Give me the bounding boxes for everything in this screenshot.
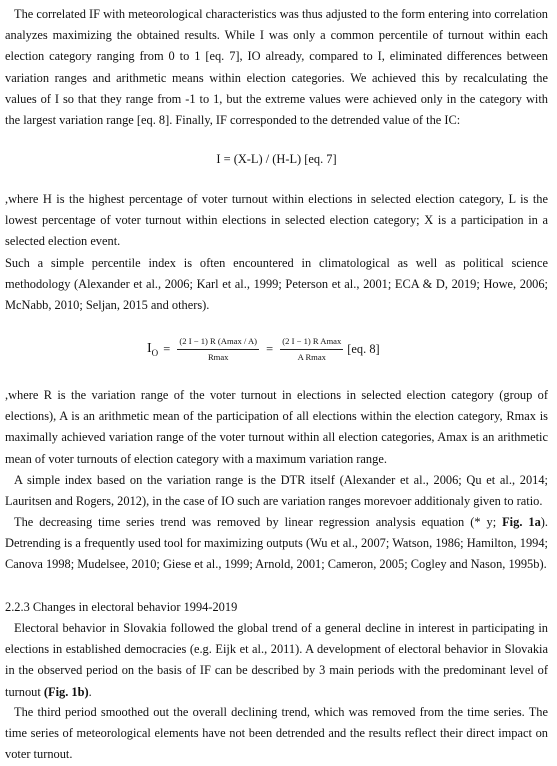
paragraph-text: The third period smoothed out the overall declining trend, which was removed from the time series. The time series of meteorological elements have not been detrended and the results reflect their direct impact on voter turnout. [5,705,548,762]
equation-tag: [eq. 8] [347,342,380,356]
paragraph-text: Such a simple percentile index is often encountered in climatological as well as political science methodology (Alexander et al., 2006; Karl et al., 1999; Peterson et al., 2001; ECA & D, 2019; Howe, 2006; McNabb, 2010; Seljan, 2015 and others). [5,256,548,313]
equation-fraction-2: $\frac{\text{(2 I − 1) R Amax}}{\text{A Rmax}}$ [282,336,342,362]
figure-reference: (Fig. 1b) [43,684,89,699]
section-heading [5,597,548,618]
equation-lhs: $I_O$ [147,341,159,358]
paragraph-text: A simple index based on the variation range is the DTR itself (Alexander et al., 2006; Qu et al., 2014; Lauritsen and Rogers, 2012), in the case of IO such are variation ranges morevoer additionaly given to ratio. [5,473,548,509]
paragraph-detrending [5,512,548,576]
paragraph-eq8-definitions [5,385,548,470]
equation-7: I = (X-L) / (H-L) [eq. 7] [216,152,337,166]
paragraph-third-period [5,702,548,766]
paragraph-dtr-index [5,470,548,512]
equation-8: $I_O$ = $\frac{(2 I - 1) R (Amax / A)}{Rmax}$ = $\frac{\text{(2 I − 1) R Amax}}{\text{A Rmax}}$ [eq. 8] [147,336,380,362]
paragraph-text: Electoral behavior in Slovakia followed the global trend of a general decline in interest in participating in elections in established democracies (e.g. Eijk et al., 2011). A development of electoral behavior in Slovakia in the observed period on the basis of IF can be described by 3 main periods with the predominant level of turnout (Fig. 1b). [5,621,548,699]
paragraph-text: The decreasing time series trend was removed by linear regression analysis equation (* y; Fig. 1a). Detrending is a frequently used tool for maximizing outputs (Wu et al., 2007; Watson, 1986; Hamilton, 1994; Canova 1998; Mudelsee, 2010; Giese et al., 1999; Arnold, 2001; Cameron, 2005; Cogley and Nason, 1995b). [5,515,549,572]
paragraph-text: ,where R is the variation range of the voter turnout in elections in selected election category (group of elections), A is an arithmetic mean of the participation of all elections within the election category, Rmax is maximally achieved variation range of the voter turnout within all election categories, Amax is an arithmetic mean of voter turnouts of election category with a maximum variation range. [5,388,548,466]
paragraph-if-adjustment [5,4,548,131]
figure-reference: Fig. 1a [502,515,541,529]
paragraph-eq7-definitions [5,189,548,253]
equation-fraction-1: $\frac{(2 I - 1) R (Amax / A)}{Rmax}$ [179,336,258,362]
paragraph-text: ,where H is the highest percentage of voter turnout within elections in selected election category, L is the lowest percentage of voter turnout within elections in selected election category; X is a participation in a selected election event. [5,192,548,249]
section-heading-text: 2.2.3 Changes in electoral behavior 1994-2019 [5,600,238,614]
paragraph-text: The correlated IF with meteorological characteristics was thus adjusted to the form entering into correlation analyzes maximizing the obtained results. While I was only a common percentile of turnout within each election category ranging from 0 to 1 [eq. 7], IO already, compared to I, eliminated differences between variation ranges and arithmetic means within election categories. We achieved this by recalculating the values of I so that they range from -1 to 1, but the extreme values were achieved only in the category with the largest variation range [eq. 8]. Finally, IF corresponded to the detrended value of the IC: [5,7,548,128]
paragraph-percentile-index [5,253,548,317]
paragraph-electoral-behavior [5,618,548,703]
